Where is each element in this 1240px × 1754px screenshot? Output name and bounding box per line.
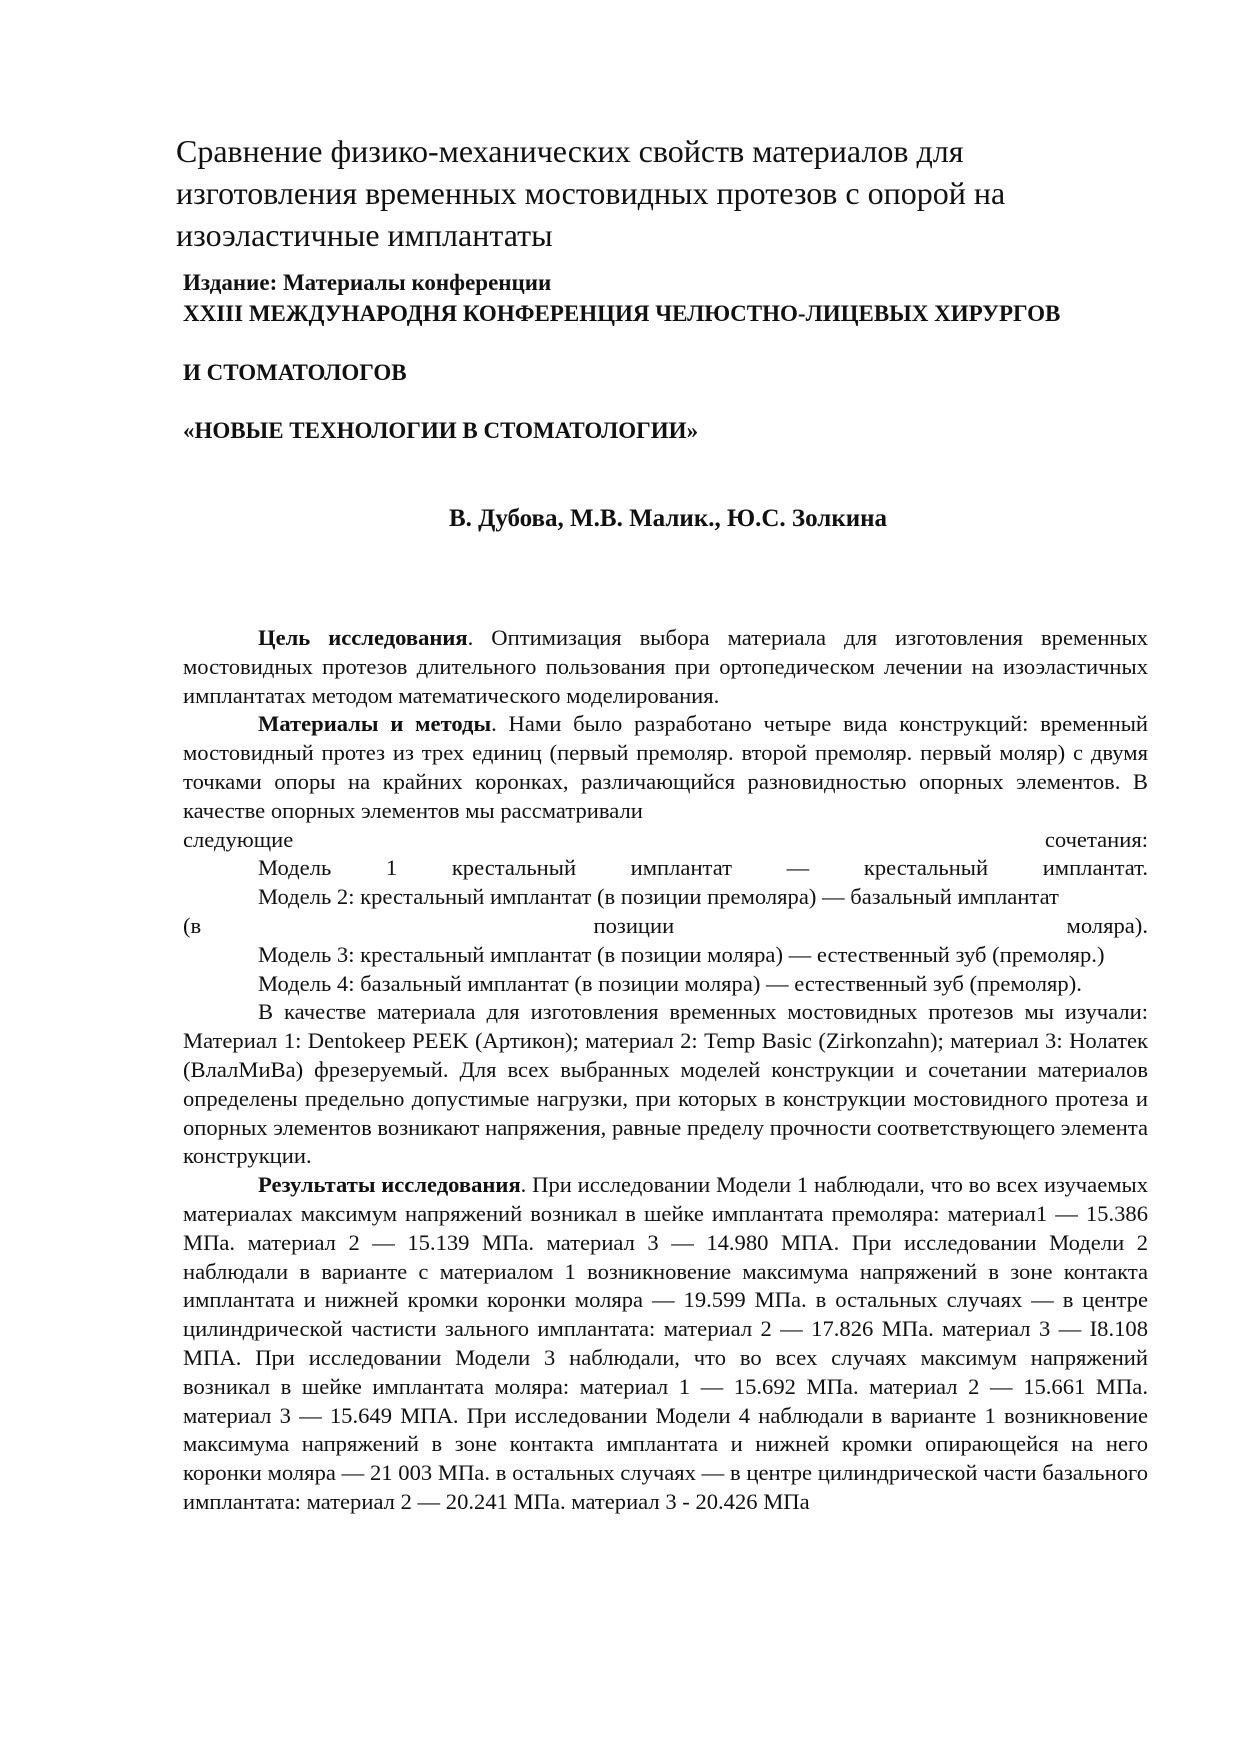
model1-word: — <box>786 855 810 881</box>
methods-label: Материалы и методы <box>258 711 492 737</box>
model2-word: позиции <box>593 912 675 938</box>
model1-word: крестальный <box>451 855 577 881</box>
model-3-paragraph: Модель 3: крестальный имплантат (в позиции моляра) — естественный зуб (премоляр.) <box>258 941 1105 967</box>
title-line-2: изготовления временных мостовидных протезов с опорой на <box>176 175 1006 211</box>
title-line-1: Сравнение физико-механических свойств материалов для <box>176 133 964 169</box>
conference-subtitle: «НОВЫЕ ТЕХНОЛОГИИ В СТОМАТОЛОГИИ» <box>183 418 699 443</box>
model1-word: крестальный <box>863 855 989 881</box>
model1-word: 1 <box>385 855 398 881</box>
aim-paragraph <box>183 624 1148 710</box>
article-body <box>183 624 1148 1517</box>
aim-text: . Оптимизация выбора материала для изготовления временных мостовидных протезов длительного пользования при ортопедическом лечении на изоэластичных имплантатах методом математического моделирования. <box>183 625 1148 708</box>
results-paragraph <box>183 1171 1148 1517</box>
results-text: . При исследовании Модели 1 наблюдали, что во всех изучаемых материалах максимум напряжений возникал в шейке имплантата премоляра: материал1 — 15.386 МПа. материал 2 — 15.139 МПа. материал 3 — 14.980 МПА. При исследовании Модели 2 наблюдали в варианте с материалом 1 возникновение максимума напряжений в зоне контакта имплантата и нижней кромки коронки моляра — 19.599 МПа. в остальных случаях — в центре цилиндрической частисти зального имплантата: материал 2 — 17.826 МПа. материал 3 — I8.108 МПА. При исследовании Модели 3 наблюдали, что во всех случаях максимум напряжений возникал в шейке имплантата моляра: материал 1 — 15.692 МПа. материал 2 — 15.661 МПа. материал 3 — 15.649 МПА. При исследовании Модели 4 наблюдали в варианте 1 возникновение максимума напряжений в зоне контакта имплантата и нижней кромки опирающейся на него коронки моляра — 21 003 МПа. в остальных случаях — в центре цилиндрической части базального имплантата: материал 2 — 20.241 МПа. материал 3 - 20.426 МПа <box>183 1172 1148 1514</box>
model-2-line: Модель 2: крестальный имплантат (в позиции премоляра) — базальный имплантат <box>258 884 1059 910</box>
publication-source: Издание: Материалы конференции <box>183 270 552 295</box>
methods-last-right: сочетания: <box>1044 826 1148 852</box>
methods-paragraph <box>183 710 1148 825</box>
title-line-3: изоэластичные имплантаты <box>176 217 553 253</box>
aim-label: Цель исследования <box>258 625 468 650</box>
results-label: Результаты исследования <box>258 1172 521 1198</box>
methods-last-left: следующие <box>183 826 294 852</box>
conference-name-line-1: XXIII МЕЖДУНАРОДНЯ КОНФЕРЕНЦИЯ ЧЕЛЮСТНО-ЛИЦЕВЫХ ХИРУРГОВ <box>183 301 1061 326</box>
methods-last-line <box>183 826 1148 855</box>
conference-name-line-2: И СТОМАТОЛОГОВ <box>183 360 407 385</box>
article-title <box>176 130 1076 256</box>
model-2-last-line <box>183 912 1148 941</box>
authors-text: В. Дубова, М.В. Малик., Ю.С. Золкина <box>448 505 888 532</box>
model2-word: моляра). <box>1066 912 1148 938</box>
model1-word: имплантат. <box>1042 855 1148 881</box>
model-1-line <box>183 854 1148 883</box>
methods-text: . Нами было разработано четыре вида конструкций: временный мостовидный протез из трех единиц (первый премоляр. второй премоляр. первый моляр) с двумя точками опоры на крайних коронках, различающийся разновидностью опорных элементов. В качестве опорных элементов мы рассматривали <box>183 711 1148 823</box>
authors <box>0 505 1240 533</box>
model-4-paragraph: Модель 4: базальный имплантат (в позиции моляра) — естественный зуб (премоляр). <box>258 970 1082 996</box>
materials-paragraph: В качестве материала для изготовления временных мостовидных протезов мы изучали: Материал 1: Dentokeep PEEK (Артикон); материал 2: Temp Basic (Zirkonzahn); материал 3: Нолатек (ВлалМиВа) фрезеруемый. Для всех выбранных моделей конструкции и сочетании материалов определены предельно допустимые нагрузки, при которых в конструкции мостовидного протеза и опорных элементов возникают напряжения, равные пределу прочности соответствующего элемента конструкции. <box>183 999 1148 1169</box>
model1-word: Модель <box>258 855 332 881</box>
model1-word: имплантат <box>630 855 733 881</box>
model2-word: (в <box>183 912 202 938</box>
